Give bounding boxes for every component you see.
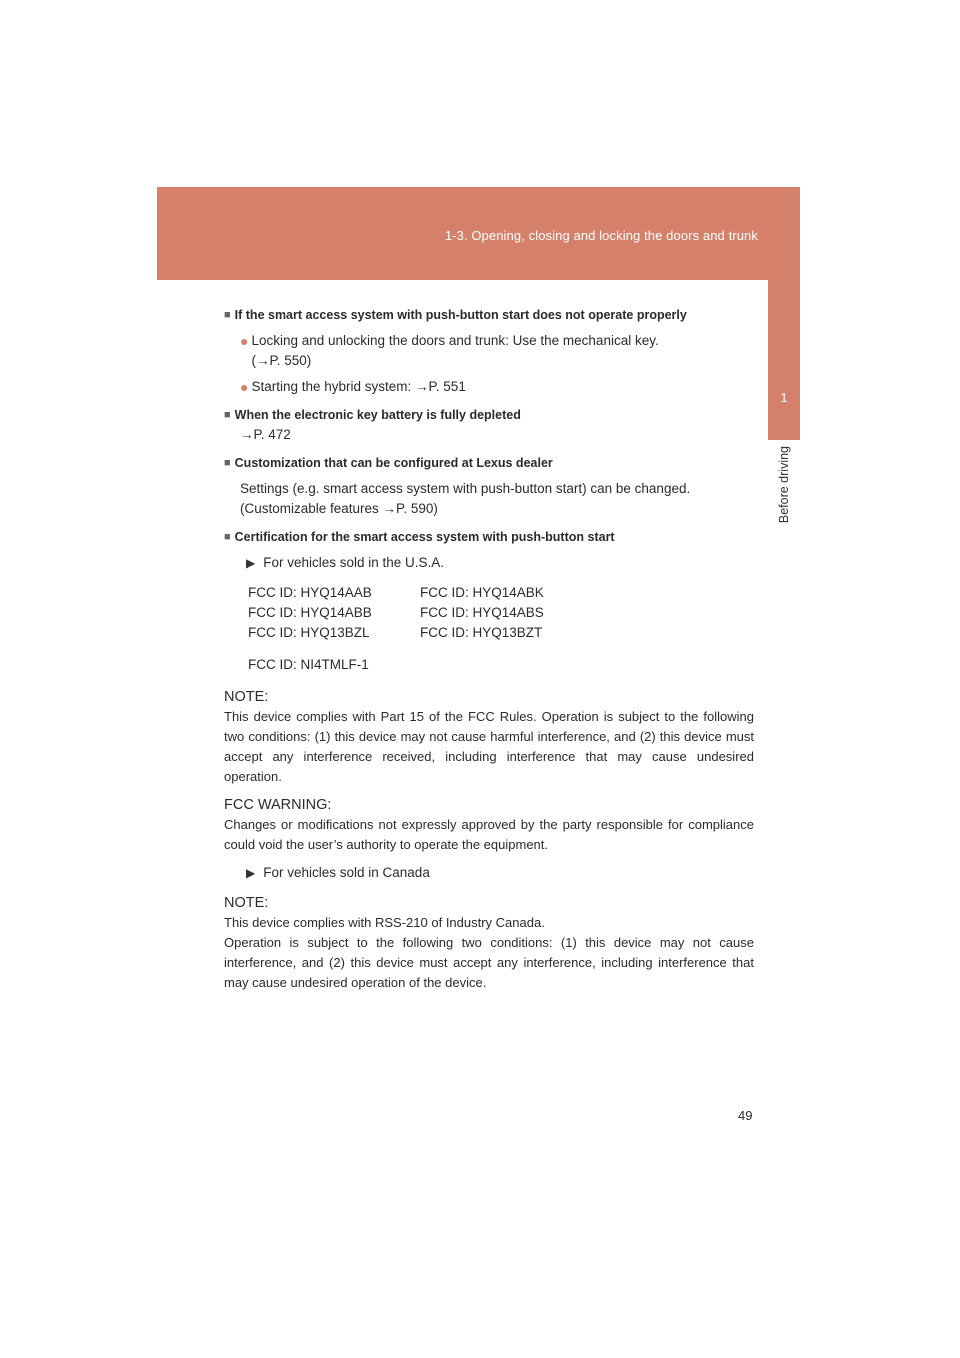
triangle-right-icon: ▶: [246, 866, 256, 880]
chapter-label: Before driving: [777, 446, 791, 524]
fcc-id: FCC ID: HYQ13BZL: [248, 625, 370, 640]
square-bullet-icon: ■: [224, 457, 231, 469]
note-usa: NOTE: This device complies with Part 15 of the FCC Rules. Operation is subject to the following two conditions: (1) this device may not cause harmful interference, and (2) this device must accept any interference received, including interference that may cause undesired operation.: [224, 689, 754, 784]
fcc-id: FCC ID: HYQ13BZT: [420, 625, 543, 640]
chapter-number: 1: [780, 390, 788, 405]
section-certification: [224, 527, 754, 993]
bullet-dot-icon: ●: [240, 333, 249, 349]
section-heading: ■ If the smart access system with push-button start does not operate properly: [224, 305, 754, 325]
page-content: [224, 305, 754, 1001]
section-heading: ■ When the electronic key battery is fully depleted: [224, 405, 754, 425]
region-canada: ▶ For vehicles sold in Canada: [246, 863, 754, 883]
page-reference: →P. 472: [240, 427, 291, 442]
fcc-id: FCC ID: HYQ14AAB: [248, 585, 372, 600]
chapter-title: 1-3. Opening, closing and locking the doors and trunk: [444, 228, 758, 243]
fcc-id: FCC ID: NI4TMLF-1: [248, 657, 369, 672]
side-tab: [768, 280, 800, 440]
side-label: [770, 446, 798, 536]
section-battery-depleted: [224, 405, 754, 445]
header-band: [157, 187, 800, 280]
square-bullet-icon: ■: [224, 309, 231, 321]
fcc-id: FCC ID: HYQ14ABK: [420, 585, 544, 600]
bullet-dot-icon: ●: [240, 379, 249, 395]
page-number: 49: [738, 1108, 753, 1123]
fcc-id-grid: [248, 583, 754, 643]
region-usa: ▶ For vehicles sold in the U.S.A.: [246, 553, 754, 573]
section-heading: ■ Certification for the smart access system with push-button start: [224, 527, 754, 547]
fcc-id: FCC ID: HYQ14ABB: [248, 605, 372, 620]
section-malfunction: [224, 305, 754, 397]
list-item: ● Locking and unlocking the doors and trunk: Use the mechanical key. (→P. 550): [240, 331, 754, 371]
list-item: ● Starting the hybrid system: →P. 551: [240, 379, 466, 395]
section-customization: ■ Customization that can be configured at Lexus dealer Settings (e.g. smart access system with push-button start) can be changed. (Customizable features →P. 590): [224, 453, 754, 519]
fcc-warning: FCC WARNING: Changes or modifications not expressly approved by the party responsible for compliance could void the user’s authority to operate the equipment.: [224, 797, 754, 852]
triangle-right-icon: ▶: [246, 556, 256, 570]
fcc-id: FCC ID: HYQ14ABS: [420, 605, 544, 620]
note-canada: NOTE: This device complies with RSS-210 of Industry Canada. Operation is subject to the following two conditions: (1) this device may not cause interference, and (2) this device must accept any interference, including interference that may cause undesired operation of the device.: [224, 895, 754, 990]
section-heading: ■ Customization that can be configured at Lexus dealer: [224, 453, 754, 473]
square-bullet-icon: ■: [224, 531, 231, 543]
square-bullet-icon: ■: [224, 409, 231, 421]
